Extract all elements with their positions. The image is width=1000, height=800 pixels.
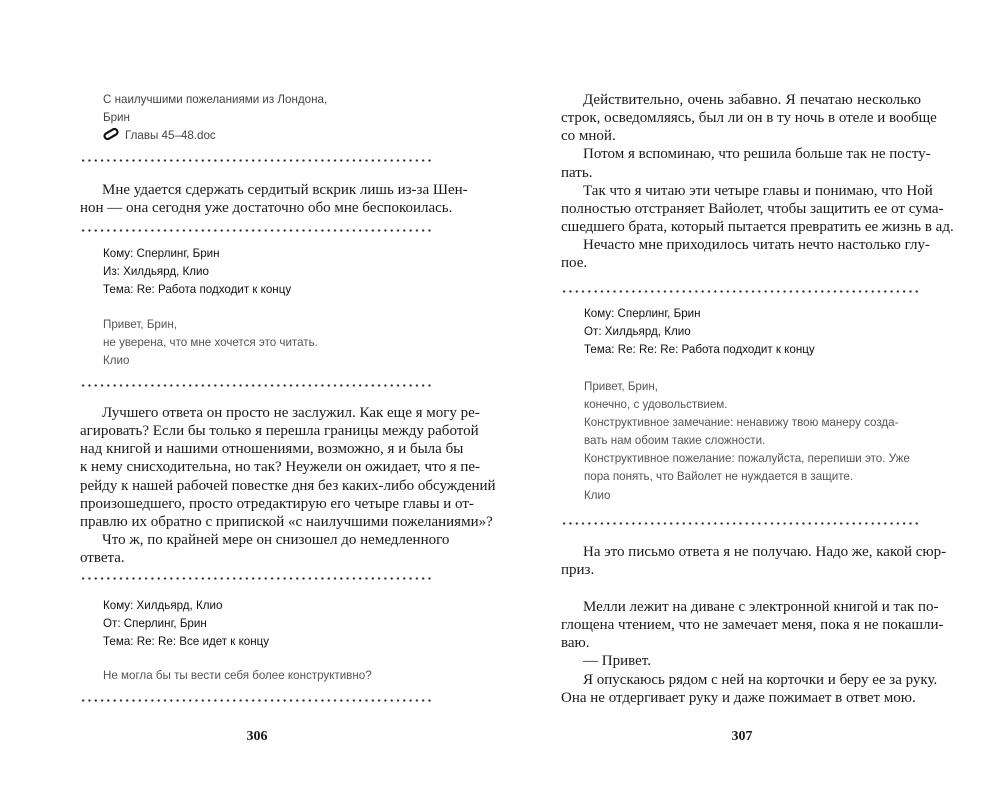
email-line: Конструктивное пожелание: пожалуйста, перепиши это. Уже [584, 452, 910, 466]
text-line: Я опускаюсь рядом с ней на корточки и беру ее за руку. [583, 671, 938, 688]
paragraph [561, 598, 944, 707]
section-divider [80, 384, 432, 387]
email-line: не уверена, что мне хочется это читать. [103, 336, 318, 350]
text-line: нон — она сегодня уже достаточно обо мне беспокоилась. [80, 200, 453, 217]
email-from: От: Сперлинг, Брин [103, 617, 207, 631]
paragraph [561, 543, 947, 579]
email-subject: Тема: Re: Re: Все идет к концу [103, 635, 270, 649]
section-divider [80, 229, 432, 232]
page-number-right: 307 [731, 729, 753, 744]
text-line: Действительно, очень забавно. Я печатаю несколько [583, 92, 921, 108]
text-line: над книгой и нашими отношениями, возможно, я и была бы [80, 441, 464, 458]
text-line: На это письмо ответа я не получаю. Надо же, какой сюр- [583, 544, 947, 560]
email-line: Привет, Брин, [584, 380, 658, 393]
email-body [103, 667, 433, 685]
text-line: пое. [561, 255, 588, 272]
signature-name: Брин [103, 111, 130, 125]
text-line: строк, осведомляясь, был ли он в ту ночь в отеле и вообще [561, 110, 937, 127]
text-line: полностью отстраняет Вайолет, чтобы защитить ее от сума- [561, 200, 944, 217]
section-divider [80, 577, 432, 580]
text-line: приз. [561, 562, 595, 579]
email-line: пора понять, что Вайолет не нуждается в защите. [584, 470, 854, 484]
section-divider [80, 699, 432, 702]
text-line: произошедшего, просто отредактирую его четыре главы и от- [80, 495, 474, 512]
text-line: Мелли лежит на диване с электронной книгой и так по- [583, 599, 939, 615]
email-to: Кому: Сперлинг, Брин [103, 247, 220, 260]
text-line: Лучшего ответа он просто не заслужил. Как еще я могу ре- [102, 405, 480, 421]
email-subject: Тема: Re: Работа подходит к концу [103, 283, 292, 297]
email-line: вать нам обоим такие сложности. [584, 434, 766, 448]
email-header [103, 245, 433, 299]
text-line: Что ж, по крайней мере он снизошел до немедленного [102, 532, 450, 549]
text-line: Потом я вспоминаю, что решила больше так не посту- [583, 146, 931, 163]
text-line: ответа. [80, 550, 125, 567]
page-number-left: 306 [246, 729, 268, 744]
attachment [103, 127, 433, 145]
signature-closing: С наилучшими пожеланиями из Лондона, [103, 93, 328, 106]
paperclip-icon [103, 128, 119, 140]
text-line: — Привет. [583, 653, 651, 670]
text-line: пать. [561, 164, 593, 181]
email-to: Кому: Сперлинг, Брин [584, 307, 701, 320]
signature-block [103, 91, 433, 145]
email-line: Клио [584, 488, 611, 502]
email-line: Клио [103, 354, 130, 368]
text-line: со мной. [561, 128, 616, 145]
text-line: Нечасто мне приходилось читать нечто настолько глу- [583, 237, 930, 254]
paragraph [561, 91, 954, 273]
email-subject: Тема: Re: Re: Re: Работа подходит к концу [584, 343, 815, 357]
attachment-filename: Главы 45–48.doc [125, 129, 216, 143]
section-divider [80, 159, 432, 162]
email-header [103, 597, 433, 651]
email-body [584, 378, 921, 505]
text-line: Она не отдергивает руку и даже пожимает в ответ мою. [561, 689, 916, 706]
email-to: Кому: Хилдьярд, Клио [103, 599, 223, 612]
section-divider [561, 522, 921, 525]
text-line: правлю их обратно с припиской «с наилучшими пожеланиями»? [80, 513, 493, 530]
text-line: ваю. [561, 635, 590, 652]
paragraph [80, 181, 468, 217]
text-line: к нему снисходительна, но так? Неужели он ожидает, что я пе- [80, 459, 481, 476]
email-line: Привет, Брин, [103, 318, 177, 331]
email-line: Конструктивное замечание: ненавижу твою манеру созда- [584, 416, 899, 430]
email-body [103, 316, 433, 370]
email-from: От: Хилдьярд, Клио [584, 325, 691, 339]
text-line: рейду к нашей рабочей повестке дня без каких-либо обсуждений [80, 477, 496, 494]
text-line: Так что я читаю эти четыре главы и понимаю, что Ной [583, 182, 933, 199]
paragraph [80, 404, 496, 567]
text-line: Мне удается сдержать сердитый вскрик лишь из-за Шен- [102, 182, 468, 198]
email-from: Из: Хилдьярд, Клио [103, 265, 209, 279]
email-line: Не могла бы ты вести себя более конструктивно? [103, 669, 372, 682]
text-line: агировать? Если бы только я перешла границы между работой [80, 423, 479, 440]
section-divider [561, 290, 921, 293]
email-line: конечно, с удовольствием. [584, 398, 728, 412]
email-header [584, 305, 921, 359]
text-line: сшедшего брата, который пытается превратить ее жизнь в ад. [561, 219, 954, 236]
text-line: глощена чтением, что не замечает меня, пока я не покашли- [561, 617, 944, 634]
